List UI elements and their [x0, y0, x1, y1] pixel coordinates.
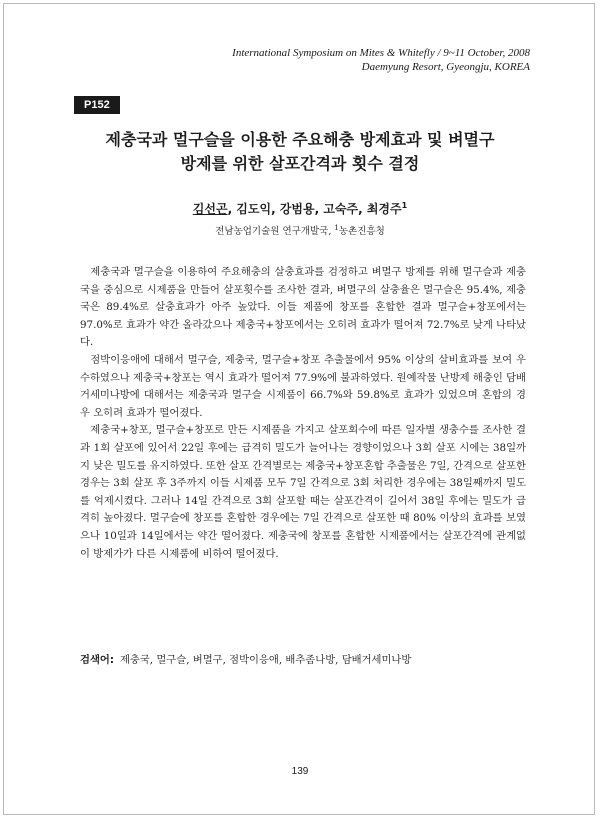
- title-line-1: 제충국과 멀구슬을 이용한 주요해충 방제효과 및 벼멸구: [105, 130, 495, 149]
- affiliation-primary: 전남농업기술원 연구개발국,: [215, 226, 335, 238]
- affiliation-superscript: 1: [334, 224, 339, 232]
- abstract-body: [80, 264, 526, 563]
- page-number: 139: [291, 766, 309, 777]
- header-line-2: Daemyung Resort, Gyeongju, KOREA: [361, 61, 530, 73]
- author-list: [0, 198, 600, 217]
- keywords: [80, 652, 526, 668]
- header-line-1: International Symposium on Mites & Whitefly / 9~11 October, 2008: [232, 47, 530, 59]
- running-header: [232, 46, 530, 74]
- affiliation-secondary: 농촌진흥청: [338, 226, 385, 238]
- paper-title: [60, 128, 540, 176]
- paper-code-badge: P152: [74, 96, 120, 114]
- affiliation: [0, 222, 600, 238]
- keywords-label: 검색어:: [80, 654, 114, 666]
- title-line-2: 방제를 위한 살포간격과 횟수 결정: [180, 154, 420, 173]
- author-superscript: 1: [401, 201, 408, 210]
- abstract-paragraph-2: 점박이응애에 대해서 멀구슬, 제충국, 멀구슬+창포 추출물에서 95% 이상의 살비효과를 보여 우수하였으나 제충국+창포는 역시 효과가 떨어져 77.9%에 불과하였다. 원예작물 난방제 해충인 담배거세미나방에 대해서는 제충국과 멀구슬 시제품이 66.7%와 59.8%로 효과가 있었으며 혼합의 경우 오히려 효과가 떨어졌다.: [80, 353, 526, 419]
- other-authors: , 김도익, 강범용, 고숙주, 최경주: [227, 202, 402, 216]
- abstract-paragraph-1: 제충국과 멀구슬을 이용하여 주요해충의 살충효과를 검정하고 벼멸구 방제를 위해 멀구슬과 제충국을 중심으로 시제품을 만들어 살포횟수를 조사한 결과, 벼멸구의 살충율은 멀구슬은 95.4%, 제충국은 89.4%로 살충효과가 아주 높았다. 이들 제품에 창포를 혼합한 결과 멀구슬+창포에서는 97.0%로 효과가 약간 올라갔으나 제충국+창포에서는 오히려 효과가 떨어져 72.7%로 낮게 나타났다.: [80, 266, 526, 349]
- first-author: 김선곤: [192, 202, 228, 216]
- abstract-paragraph-3: 제충국+창포, 멀구슬+창포로 만든 시제품을 가지고 살포회수에 따른 일자별 생충수를 조사한 결과 1회 살포에 있어서 22일 후에는 급격히 밀도가 늘어나는 경향이었으나 3회 살포 시에는 38일까지 낮은 밀도를 유지하였다. 또한 살포 간격별로는 제충국+창포혼합 추출물은 7일, 간격으로 살포한 경우는 3회 살포 후 3주까지 이들 시제품 모두 7일 간격으로 3회 처리한 경우에는 38일째까지 밀도를 억제시켰다. 그러나 14일 간격으로 3회 살포할 때는 살포간격이 길어서 38일 후에는 밀도가 급격히 높아졌다. 멀구슬에 창포를 혼합한 경우에는 7일 간격으로 살포한 때 80% 이상의 효과를 보였으나 10일과 14일에서는 약간 떨어졌다. 제충국에 창포를 혼합한 시제품에서는 살포간격에 관계없이 방제가가 다른 시제품에 비하여 떨어졌다.: [80, 424, 526, 560]
- keywords-text: 제충국, 멀구슬, 벼멸구, 점박이응애, 배추좀나방, 담배거세미나방: [119, 654, 412, 666]
